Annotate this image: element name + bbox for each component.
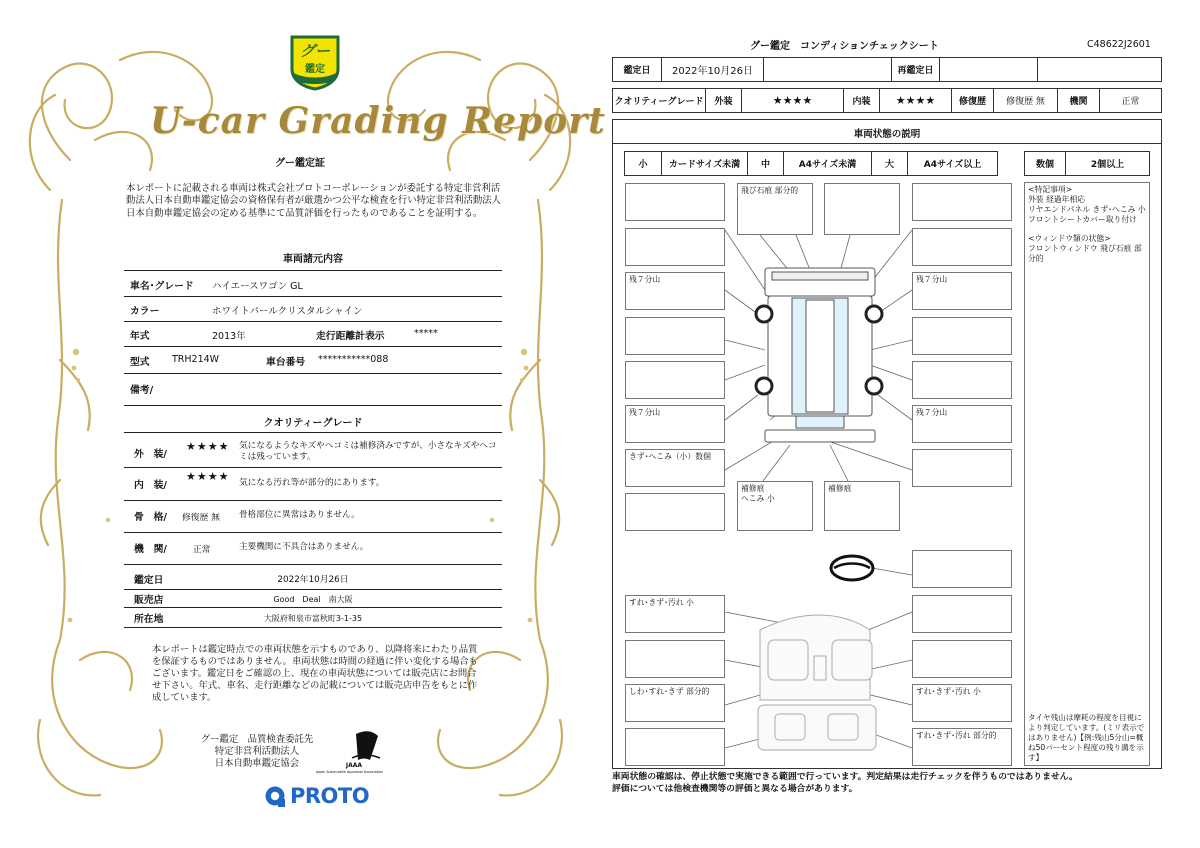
script-title: U-car Grading Report [150,100,606,142]
model-label: 型式 [130,357,150,368]
color-value: ホワイトパールクリスタルシャイン [212,306,363,317]
count-value: 2個以上 [1065,152,1149,175]
damage-box [625,405,725,443]
engine-value: 正常 [193,545,211,555]
reinspection-label: 再鑑定日 [891,58,939,81]
condition-check-sheet [600,0,1200,848]
remarks-label: 備考/ [130,385,154,396]
damage-box [625,595,725,633]
inspection-date-value: 2022年10月26日 [661,58,763,81]
divider [124,467,502,468]
jaaa-logo [316,728,396,778]
divider [124,532,502,533]
damage-box [912,550,1012,588]
divider [124,607,502,608]
repair-label: 修復歴 [951,89,993,112]
special-note: フロントシートカバー取り付け [1028,215,1137,224]
damage-note: しわ･すれ･きず 部分的 [629,687,710,696]
damage-box [625,640,725,678]
damage-note: すれ･きず･汚れ 部分的 [916,731,997,740]
inspection-date-label: 鑑定日 [623,66,651,76]
interior-text: 気になる汚れ等が部分的にあります。 [239,478,385,488]
damage-box [625,317,725,355]
damage-box [625,449,725,487]
frame-label: 骨 格/ [134,512,167,523]
damage-box [824,183,900,235]
damage-note: きず･へこみ（小）数個 [629,452,711,461]
jaaa-sub: Japan Automobile Appraisal Association [316,770,384,774]
date-value: 2022年10月26日 [277,575,349,585]
damage-box [824,481,900,531]
frame-value: 修復歴 無 [182,513,220,523]
tire-note: 残７分山 [916,408,948,417]
legend-medium: 中 [747,152,783,175]
window-note: フロントウィンドウ 飛び石痕 部分的 [1028,244,1142,264]
damage-box [912,405,1012,443]
certificate-intro: 本レポートに記載される車両は株式会社プロトコーポレーションが委託する特定非営利活動法人日本自動車鑑定協会の資格保有者が厳選かつ公平な検査を行い特定非営利活動法人日本自動車鑑定協会の定める基準にて品質評価を行ったものであることを証明する。 [126,183,502,219]
damage-box [912,449,1012,487]
damage-box [912,595,1012,633]
exterior-stars: ★★★★ [741,89,843,112]
specs-heading: 車両諸元内容 [283,254,343,265]
divider [124,627,502,628]
address-label: 所在地 [134,614,164,625]
tire-explanation: タイヤ残山は摩耗の程度を目視により判定しています。(ミリ表示ではありません)【例:残山5分山=概ね50パーセント程度の残り溝を示す】 [1028,713,1145,762]
divider [124,589,502,590]
divider [124,500,502,501]
shop-label: 販売店 [134,595,164,606]
condition-heading: 車両状態の説明 [853,129,921,140]
repair-value: 修復歴 無 [993,89,1057,112]
special-notes-title: <特記事項> [1028,185,1073,194]
divider [124,405,502,406]
damage-box [625,728,725,766]
engine-text: 主要機関に不具合はありません。 [239,542,369,552]
exterior-stars: ★★★★ [186,440,230,453]
tire-note: 残７分山 [916,275,948,284]
damage-box [912,728,1012,766]
shop-value: Good Deal 南大阪 [273,595,353,604]
special-note: 外装 経過年相応 [1028,195,1086,204]
goo-kantei-logo [288,33,342,91]
footer-line-1: グー鑑定 品質検査委託先 [200,734,314,745]
legend-small-desc: カードサイズ未満 [661,152,747,175]
damage-box [912,183,1012,221]
certificate-heading: グー鑑定証 [275,158,325,169]
special-notes-panel [1024,182,1150,766]
sheet-title: グー鑑定 コンディションチェックシート [750,41,939,52]
window-title: <ウィンドウ類の状態> [1028,234,1111,243]
damage-box [912,228,1012,266]
damage-box [625,183,725,221]
damage-note: 飛び石痕 部分的 [741,186,799,195]
mileage-value: ***** [414,328,438,339]
damage-box [625,493,725,531]
logo-subtext: 鑑定 [305,64,325,75]
engine-value: 正常 [1099,89,1161,112]
damage-note: 補修痕 [828,484,852,493]
damage-note: すれ･きず･汚れ 小 [916,687,981,696]
engine-label: 機 関/ [134,544,167,555]
steering-wheel-icon [831,556,873,580]
disclaimer: 本レポートは鑑定時点での車両状態を示すものであり、以降将来にわたり品質を保証するものではありません。車両状態は時間の経過に伴い変化する場合もございます。鑑定日をご確認の上、現在の車両状態については販売店にお問合せ下さい。年式、車名、走行距離などの記載については販売店申告をもとに作成しています。 [152,644,478,704]
damage-box [737,183,813,235]
divider [124,564,502,565]
damage-box [625,361,725,399]
damage-box [912,684,1012,722]
footer-note-2: 評価については他検査機関等の評価と異なる場合があります。 [612,784,858,794]
proto-mark-icon [264,785,288,809]
damage-box [912,272,1012,310]
legend-large: 大 [871,152,907,175]
special-note: リヤエンドパネル きず･へこみ 小 [1028,205,1146,214]
quality-heading: クオリティーグレード [263,418,363,429]
year-value: 2013年 [212,331,246,342]
address-value: 大阪府和泉市富秋町3-1-35 [263,614,363,623]
legend-medium-desc: A4サイズ未満 [783,152,871,175]
date-label: 鑑定日 [134,575,164,586]
interior-stars: ★★★★ [186,470,230,483]
divider [124,296,502,297]
damage-box [737,481,813,531]
divider [124,432,502,433]
footer-line-2: 特定非営利活動法人 [214,746,300,757]
interior-label: 内装 [843,89,879,112]
exterior-label: 外 装/ [134,449,167,460]
damage-box [625,684,725,722]
grade-label: クオリティーグレード [614,97,704,107]
count-label: 数個 [1035,160,1054,170]
engine-label: 機関 [1057,89,1099,112]
footer-note-1: 車両状態の確認は、停止状態で実施できる範囲で行っています。判定結果は走行チェックを伴うものではありません。 [612,772,1078,782]
damage-box [912,317,1012,355]
document-id: C48622J2601 [1087,39,1151,50]
damage-box [625,228,725,266]
exterior-label: 外装 [705,89,741,112]
exterior-text: 気になるようなキズやヘコミは補修済みですが、小さなキズやヘコミは残っています。 [239,441,497,463]
frame-text: 骨格部位に異常はありません。 [239,510,360,520]
damage-note: すれ･きず･汚れ 小 [629,598,694,607]
divider [124,321,502,322]
jaaa-label: JAAA [345,762,363,769]
legend-large-desc: A4サイズ以上 [907,152,997,175]
chassis-label: 車台番号 [266,357,306,368]
model-value: TRH214W [172,354,220,365]
car-name-value: ハイエースワゴン GL [212,281,303,292]
brand-name: PROTO [290,784,370,808]
color-label: カラー [130,306,160,317]
tire-note: 残７分山 [629,408,661,417]
footer-line-3: 日本自動車鑑定協会 [214,758,300,769]
legend-small: 小 [638,160,648,170]
damage-box [912,640,1012,678]
mileage-label: 走行距離計表示 [316,331,385,342]
divider [124,373,502,374]
year-label: 年式 [130,331,150,342]
damage-box [625,272,725,310]
logo-text: グー [299,42,330,60]
divider [124,346,502,347]
proto-logo [264,784,374,810]
chassis-value: ***********088 [318,354,389,365]
divider [124,270,502,271]
car-name-label: 車名･グレード [130,281,194,292]
damage-note: 補修痕 へこみ 小 [741,484,775,503]
interior-label: 内 装/ [134,480,167,491]
interior-stars: ★★★★ [879,89,951,112]
damage-box [912,361,1012,399]
tire-note: 残７分山 [629,275,661,284]
